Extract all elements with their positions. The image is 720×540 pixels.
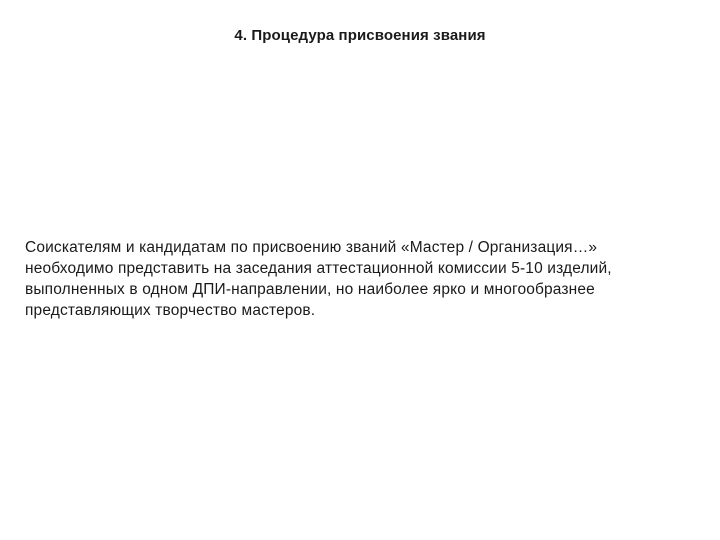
body-line: Соискателям и кандидатам по присвоению званий «Мастер / Организация…» xyxy=(25,239,598,256)
body-line: выполненных в одном ДПИ-направлении, но наиболее ярко и многообразнее xyxy=(25,281,595,298)
slide-body-text xyxy=(25,237,685,321)
body-line: представляющих творчество мастеров. xyxy=(25,302,316,319)
body-line: необходимо представить на заседания аттестационной комиссии 5-10 изделий, xyxy=(25,260,612,277)
slide-title: 4. Процедура присвоения звания xyxy=(234,27,486,44)
